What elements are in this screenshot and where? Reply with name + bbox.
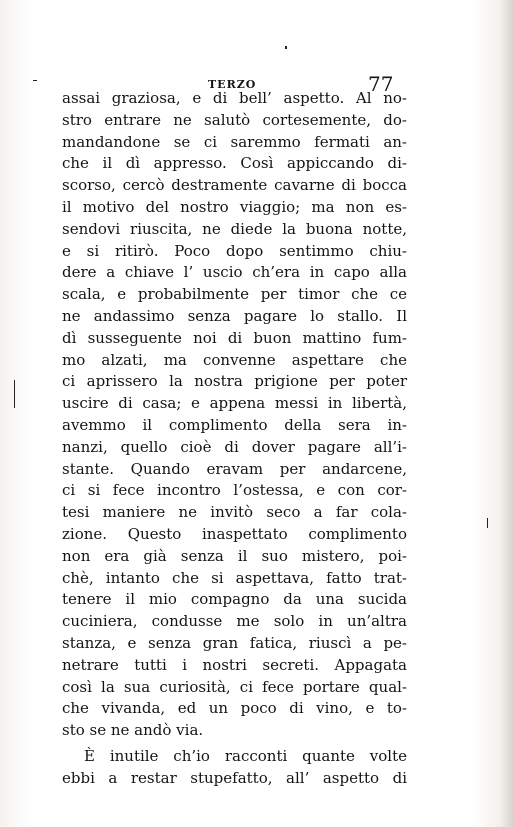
page-edge-shadow (500, 0, 514, 827)
text-line: nanzi, quello cioè di dover pagare all’i- (62, 437, 407, 456)
text-line: ci si fece incontro l’ostessa, e con cor- (62, 481, 407, 500)
text-line: assai graziosa, e di bell’ aspetto. Al no- (62, 89, 407, 107)
text-line: il motivo del nostro viaggio; ma non es- (62, 197, 407, 216)
scan-speck (487, 518, 488, 528)
text-line: ci aprissero la nostra prigione per poter (62, 372, 407, 391)
text-line: È inutile ch’io racconti quante volte (84, 746, 407, 765)
scan-speck (14, 380, 15, 408)
text-line: avemmo il complimento della sera in- (62, 415, 407, 434)
text-line: stante. Quando eravam per andarcene, (62, 459, 407, 478)
running-title: TERZO (208, 78, 257, 91)
text-line: chè, intanto che si aspettava, fatto trat- (62, 568, 407, 587)
text-line: ne andassimo senza pagare lo stallo. Il (62, 306, 407, 325)
text-line: uscire di casa; e appena messi in libertà, (62, 394, 407, 413)
text-line: sendovi riuscita, ne diede la buona notte, (62, 219, 407, 238)
text-line: zione. Questo inaspettato complimento (62, 524, 407, 543)
text-line: che vivanda, ed un poco di vino, e to- (62, 699, 407, 718)
text-line: mo alzati, ma convenne aspettare che (62, 350, 407, 369)
text-line: ebbi a restar stupefatto, all’ aspetto di (62, 768, 407, 787)
page-number: 77 (368, 72, 394, 96)
body-text (62, 88, 407, 790)
scan-speck (285, 46, 287, 49)
text-line: stro entrare ne salutò cortesemente, do- (62, 110, 407, 129)
text-line: e si ritirò. Poco dopo sentimmo chiu- (62, 241, 407, 260)
text-line: scorso, cercò destramente cavarne di bocca (62, 176, 407, 195)
text-line: mandandone se ci saremmo fermati an- (62, 132, 407, 151)
text-line: scala, e probabilmente per timor che ce (62, 285, 407, 304)
text-line: sto se ne andò via. (62, 721, 204, 740)
text-line: dere a chiave l’ uscio ch’era in capo alla (62, 263, 407, 282)
text-line: cuciniera, condusse me solo in un’altra (62, 612, 407, 631)
text-line: così la sua curiosità, ci fece portare qual- (62, 677, 407, 696)
text-line: tesi maniere ne invitò seco a far cola- (62, 503, 407, 522)
text-line: tenere il mio compagno da una sucida (62, 590, 407, 609)
text-line: netrare tutti i nostri secreti. Appagata (62, 655, 407, 674)
text-line: che il dì appresso. Così appiccando di- (62, 154, 407, 173)
text-line: stanza, e senza gran fatica, riuscì a pe- (62, 633, 407, 652)
scan-speck (33, 80, 37, 81)
text-line: dì susseguente noi di buon mattino fum- (62, 328, 407, 347)
text-line: non era già senza il suo mistero, poi- (62, 546, 407, 565)
